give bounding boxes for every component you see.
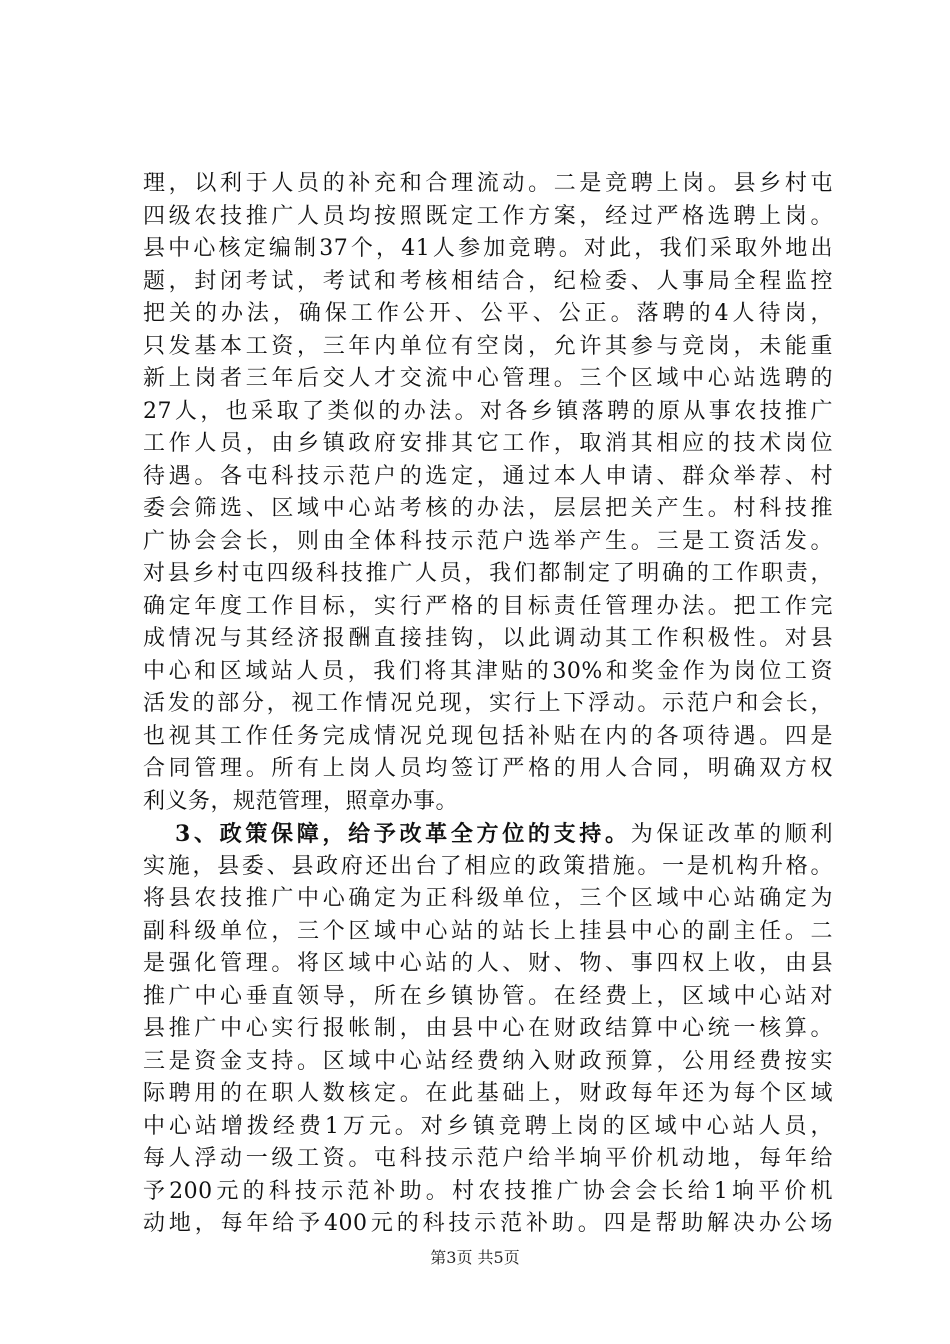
section-heading-line (143, 818, 833, 851)
text-line: 广协会会长，则由全体科技示范户选举产生。三是工资活发。 (143, 528, 833, 554)
page-footer: 第3页 共5页 (430, 1248, 520, 1267)
text-line: 利义务，规范管理，照章办事。 (143, 788, 459, 814)
text-line: 是强化管理。将区域中心站的人、财、物、事四权上收，由县 (143, 951, 833, 976)
text-line: 实施，县委、县政府还出台了相应的政策措施。一是机构升格。 (143, 853, 833, 879)
text-line: 也视其工作任务完成情况兑现包括补贴在内的各项待遇。四是 (143, 723, 833, 749)
text-line: 县中心核定编制37个，41人参加竞聘。对此，我们采取外地出 (143, 236, 833, 261)
text-line: 四级农技推广人员均按照既定工作方案，经过严格选聘上岗。 (143, 203, 833, 229)
text-line: 成情况与其经济报酬直接挂钩，以此调动其工作积极性。对县 (143, 626, 833, 651)
text-line: 新上岗者三年后交人才交流中心管理。三个区域中心站选聘的 (143, 366, 833, 391)
section-heading-continuation: 为保证改革的顺利 (630, 822, 833, 847)
text-line: 待遇。各屯科技示范户的选定，通过本人申请、群众举荐、村 (143, 463, 833, 489)
text-line: 理，以利于人员的补充和合理流动。二是竞聘上岗。县乡村屯 (143, 171, 833, 196)
text-line: 工作人员，由乡镇政府安排其它工作，取消其相应的技术岗位 (143, 431, 833, 456)
text-line: 合同管理。所有上岗人员均签订严格的用人合同，明确双方权 (143, 756, 833, 781)
text-line: 际聘用的在职人数核定。在此基础上，财政每年还为每个区域 (143, 1081, 833, 1106)
document-body (143, 168, 833, 1241)
text-line: 将县农技推广中心确定为正科级单位，三个区域中心站确定为 (143, 886, 833, 911)
text-line: 活发的部分，视工作情况兑现，实行上下浮动。示范户和会长， (143, 691, 833, 716)
text-line: 每人浮动一级工资。屯科技示范户给半垧平价机动地，每年给 (143, 1146, 833, 1171)
text-line: 对县乡村屯四级科技推广人员，我们都制定了明确的工作职责， (143, 561, 833, 586)
text-line: 把关的办法，确保工作公开、公平、公正。落聘的4人待岗， (143, 301, 833, 326)
text-line: 予200元的科技示范补助。村农技推广协会会长给1垧平价机 (143, 1178, 833, 1204)
section-heading: 3、政策保障，给予改革全方位的支持。 (175, 821, 631, 847)
text-line: 中心站增拨经费1万元。对乡镇竞聘上岗的区域中心站人员， (143, 1113, 833, 1139)
text-line: 题，封闭考试，考试和考核相结合，纪检委、人事局全程监控 (143, 268, 833, 294)
text-line: 动地，每年给予400元的科技示范补助。四是帮助解决办公场 (143, 1211, 833, 1236)
text-line: 推广中心垂直领导，所在乡镇协管。在经费上，区域中心站对 (143, 983, 833, 1009)
text-line: 27人，也采取了类似的办法。对各乡镇落聘的原从事农技推广 (143, 398, 833, 424)
text-line: 三是资金支持。区域中心站经费纳入财政预算，公用经费按实 (143, 1048, 833, 1074)
text-line: 县推广中心实行报帐制，由县中心在财政结算中心统一核算。 (143, 1016, 833, 1041)
text-line: 副科级单位，三个区域中心站的站长上挂县中心的副主任。二 (143, 918, 833, 944)
text-line: 只发基本工资，三年内单位有空岗，允许其参与竞岗，未能重 (143, 333, 833, 359)
text-line: 委会筛选、区域中心站考核的办法，层层把关产生。村科技推 (143, 496, 833, 521)
text-line: 中心和区域站人员，我们将其津贴的30%和奖金作为岗位工资 (143, 658, 833, 684)
text-line: 确定年度工作目标，实行严格的目标责任管理办法。把工作完 (143, 593, 833, 619)
